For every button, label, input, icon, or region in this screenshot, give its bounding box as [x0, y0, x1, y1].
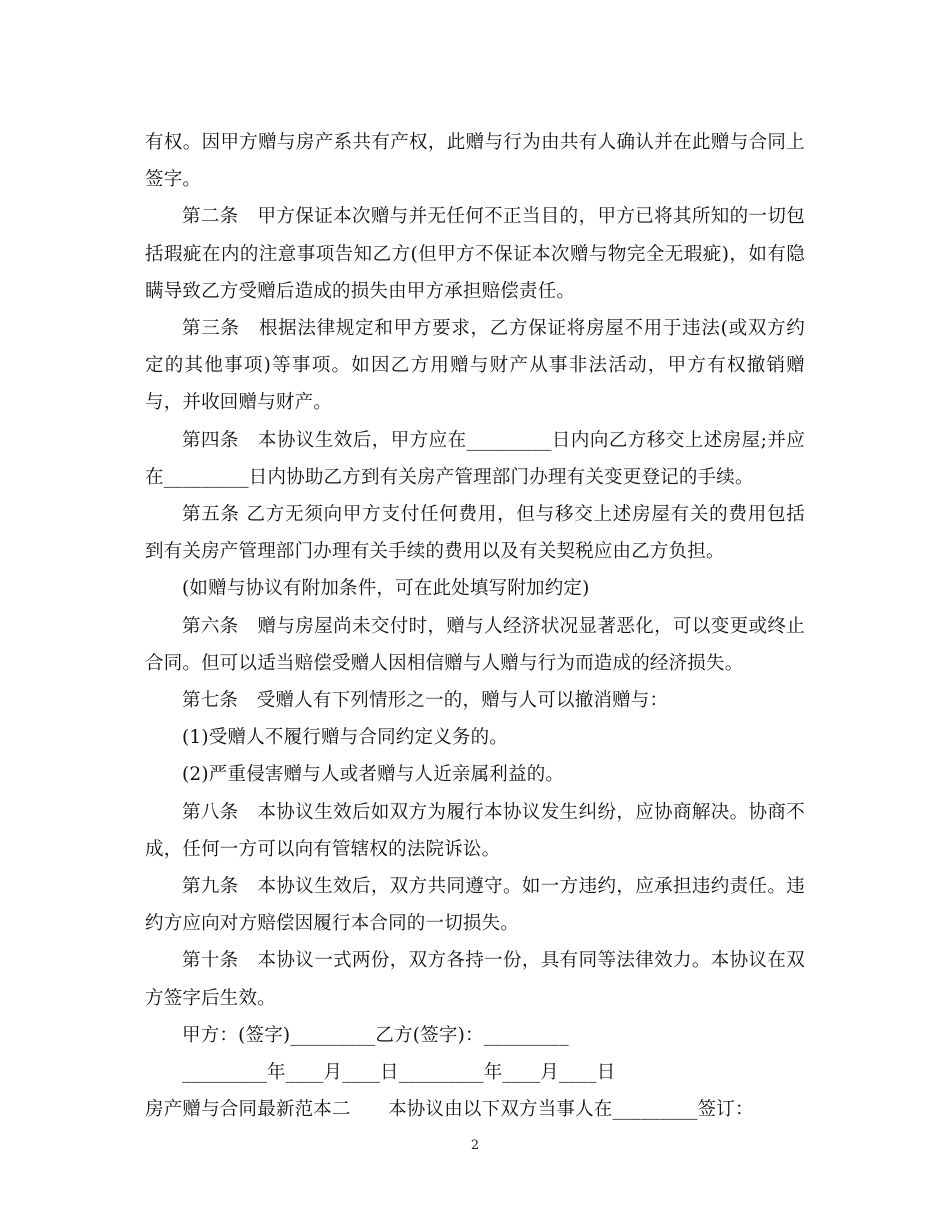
clause-7-item-2: (2)严重侵害赠与人或者赠与人近亲属利益的。: [182, 764, 565, 786]
paragraph-continuation: 有权。因甲方赠与房产系共有产权，此赠与行为由共有人确认并在此赠与合同上签字。: [145, 132, 805, 191]
template-two-intro: 房产赠与合同最新范本二 本协议由以下双方当事人在_________签订：: [145, 1099, 754, 1121]
clause-7-item-1: (1)受赠人不履行赠与合同约定义务的。: [182, 727, 509, 749]
clause-2: 第二条 甲方保证本次赠与并无任何不正当目的，甲方已将其所知的一切包括瑕疵在内的注意事项告知乙方(但甲方不保证本次赠与物完全无瑕疵)，如有隐瞒导致乙方受赠后造成的损失由甲方承担赔偿责任。: [145, 206, 805, 302]
clause-8: 第八条 本协议生效后如双方为履行本协议发生纠纷，应协商解决。协商不成，任何一方可以向有管辖权的法院诉讼。: [145, 801, 805, 860]
clause-9: 第九条 本协议生效后，双方共同遵守。如一方违约，应承担违约责任。违约方应向对方赔偿因履行本合同的一切损失。: [145, 876, 805, 935]
clause-10: 第十条 本协议一式两份，双方各持一份，具有同等法律效力。本协议在双方签字后生效。: [145, 950, 805, 1009]
additional-terms-note: (如赠与协议有附加条件，可在此处填写附加约定): [182, 578, 590, 600]
clause-3: 第三条 根据法律规定和甲方要求，乙方保证将房屋不用于违法(或双方约定的其他事项)等事项。如因乙方用赠与财产从事非法活动，甲方有权撤销赠与，并收回赠与财产。: [145, 318, 805, 414]
date-line: _________年____月____日_________年____月____日: [182, 1062, 616, 1084]
clause-5: 第五条 乙方无须向甲方支付任何费用，但与移交上述房屋有关的费用包括到有关房产管理部门办理有关手续的费用以及有关契税应由乙方负担。: [145, 504, 805, 563]
document-body: [145, 124, 805, 1128]
page-number: 2: [470, 1138, 480, 1153]
clause-7: 第七条 受赠人有下列情形之一的，赠与人可以撤消赠与：: [182, 690, 669, 712]
clause-6: 第六条 赠与房屋尚未交付时，赠与人经济状况显著恶化，可以变更或终止合同。但可以适当赔偿受赠人因相信赠与人赠与行为而造成的经济损失。: [145, 615, 805, 674]
signature-line: 甲方：(签字)_________乙方(签字)：_________: [182, 1024, 569, 1046]
clause-4: 第四条 本协议生效后，甲方应在_________日内向乙方移交上述房屋;并应在_________日内协助乙方到有关房产管理部门办理有关变更登记的手续。: [145, 429, 805, 488]
